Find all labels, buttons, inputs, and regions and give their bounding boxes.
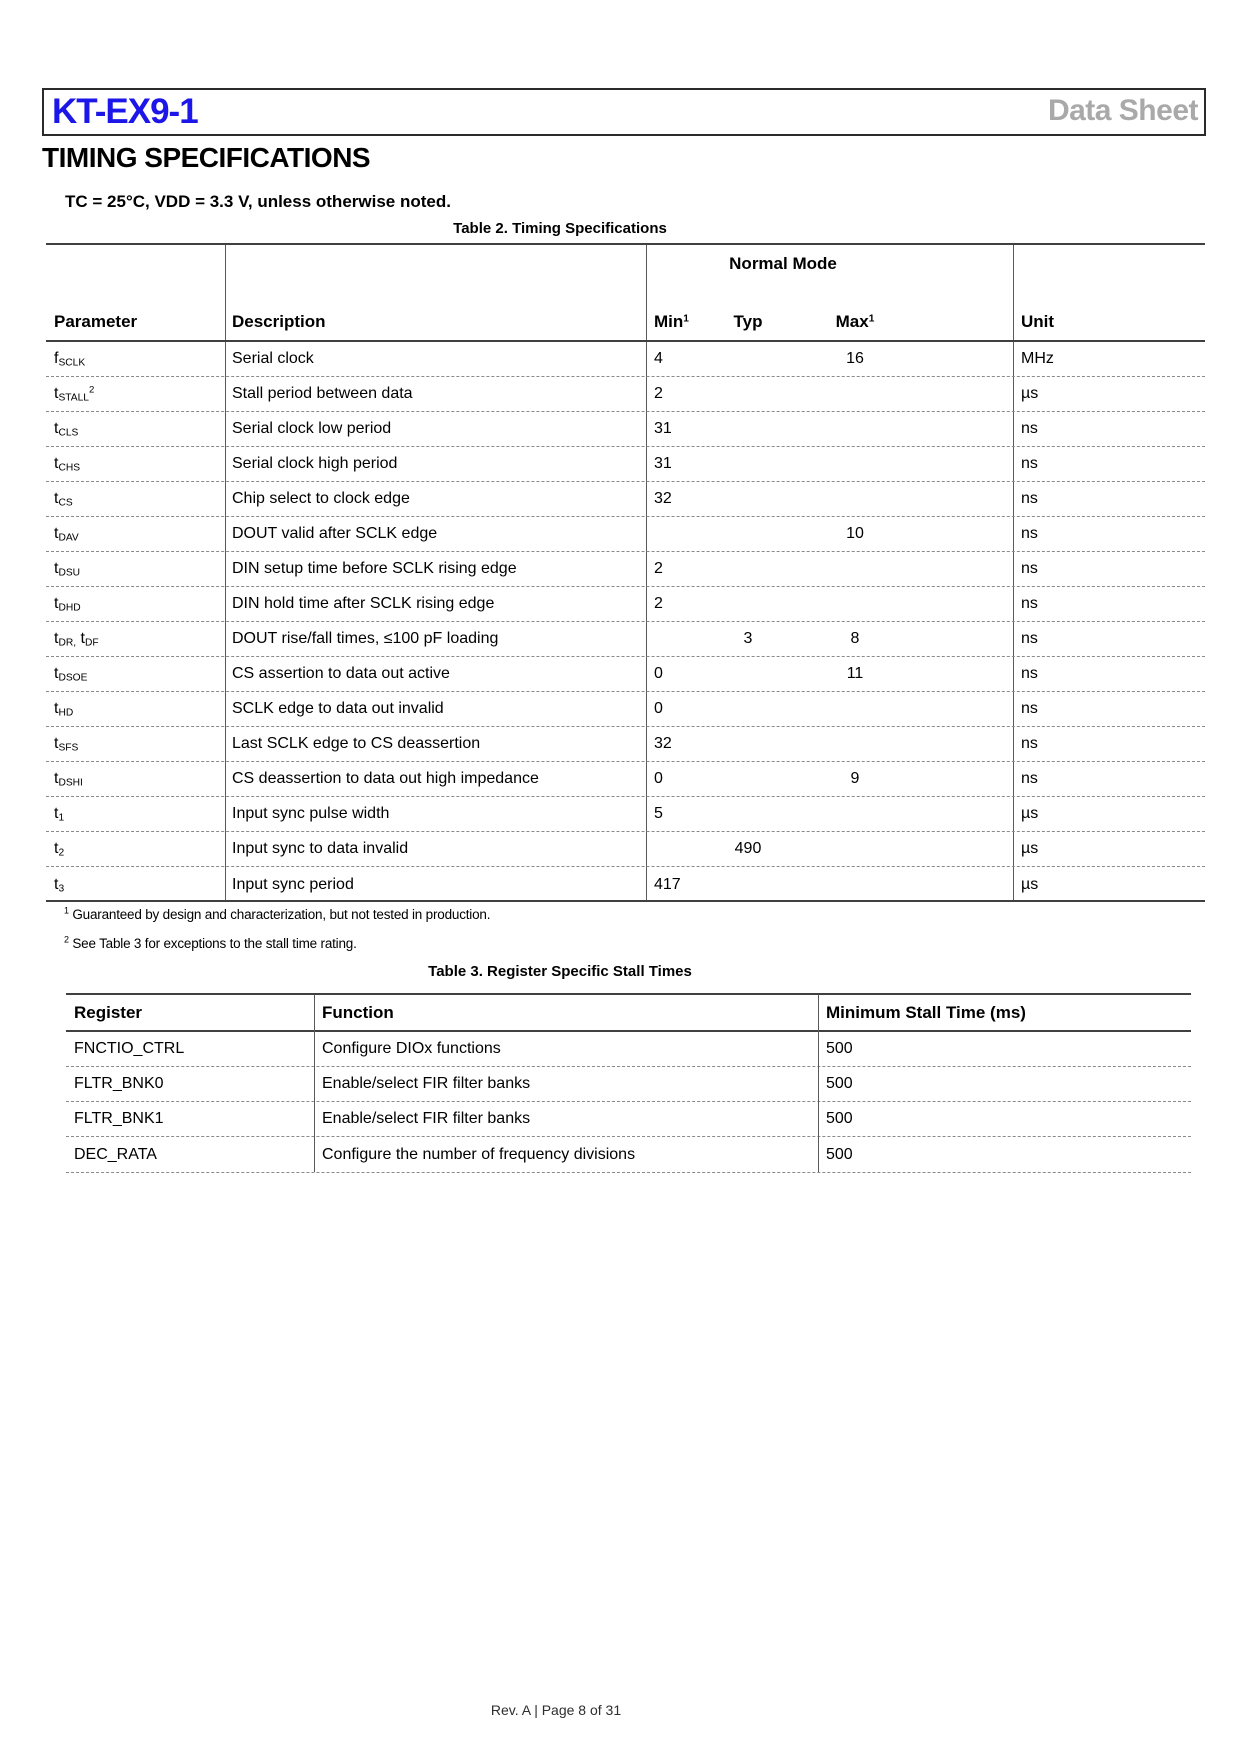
parameter-cell xyxy=(46,595,225,613)
unit-cell: MHz xyxy=(1021,350,1054,367)
parameter-symbol-part: t xyxy=(54,700,59,717)
table2-caption: Table 2. Timing Specifications xyxy=(453,220,667,237)
parameter-symbol-part: t xyxy=(54,525,59,542)
normal-mode-group-header: Normal Mode xyxy=(729,254,837,273)
description-cell: Stall period between data xyxy=(232,385,413,402)
table2-column-headers xyxy=(46,312,1205,332)
min-value-cell: 417 xyxy=(654,875,681,893)
parameter-symbol-part: 2 xyxy=(58,847,65,859)
min-value-cell: 0 xyxy=(654,700,663,717)
description-cell: DIN hold time after SCLK rising edge xyxy=(232,595,495,612)
register-cell: FLTR_BNK1 xyxy=(74,1110,164,1127)
parameter-cell xyxy=(46,630,225,648)
footnote-2-text: See Table 3 for exceptions to the stall time rating. xyxy=(72,936,357,951)
parameter-symbol-part: DSOE xyxy=(58,672,88,684)
unit-cell: µs xyxy=(1021,875,1039,893)
parameter-cell xyxy=(46,735,225,753)
parameter-symbol-part: HD xyxy=(58,707,74,719)
parameter-cell xyxy=(46,420,225,438)
timing-row xyxy=(46,832,1205,867)
min-value-cell: 2 xyxy=(654,560,663,577)
footnote-1-marker: 1 xyxy=(64,905,69,916)
table3-caption: Table 3. Register Specific Stall Times xyxy=(428,963,692,980)
typ-column-header: Typ xyxy=(733,312,763,331)
unit-cell: µs xyxy=(1021,385,1039,402)
parameter-cell xyxy=(46,700,225,718)
min-column-header xyxy=(646,312,706,332)
min-value-cell: 0 xyxy=(654,665,663,682)
unit-cell: ns xyxy=(1021,770,1038,787)
min-footnote-marker: 1 xyxy=(683,313,689,325)
parameter-cell xyxy=(46,560,225,578)
timing-spec-table xyxy=(46,243,1205,902)
max-value-cell: 8 xyxy=(850,630,860,647)
parameter-symbol-part: t xyxy=(54,385,59,402)
stall-time-cell: 500 xyxy=(826,1145,853,1163)
parameter-symbol-part: CS xyxy=(58,497,73,509)
column-divider xyxy=(818,995,819,1172)
stall-time-cell: 500 xyxy=(826,1075,853,1092)
parameter-cell xyxy=(46,525,225,543)
typ-value-cell: 490 xyxy=(734,840,762,857)
parameter-symbol-part: t xyxy=(54,490,59,507)
parameter-cell xyxy=(46,385,225,403)
parameter-symbol-part: t xyxy=(54,455,59,472)
parameter-symbol-part: CHS xyxy=(58,462,81,474)
description-cell: DIN setup time before SCLK rising edge xyxy=(232,560,517,577)
unit-cell: ns xyxy=(1021,735,1038,752)
parameter-symbol-part: t xyxy=(54,560,59,577)
min-value-cell: 0 xyxy=(654,770,663,787)
description-cell: Serial clock high period xyxy=(232,455,398,472)
min-value-cell: 31 xyxy=(654,420,672,437)
timing-row xyxy=(46,447,1205,482)
parameter-symbol-part: t xyxy=(54,595,59,612)
min-value-cell: 32 xyxy=(654,490,672,507)
parameter-symbol-part: t xyxy=(54,665,59,682)
page-footer: Rev. A | Page 8 of 31 xyxy=(490,1702,622,1718)
min-value-cell: 4 xyxy=(654,350,663,367)
stall-time-column-header: Minimum Stall Time (ms) xyxy=(826,1002,1026,1022)
max-column-header xyxy=(790,312,920,332)
stall-time-cell: 500 xyxy=(826,1040,853,1057)
timing-row xyxy=(46,482,1205,517)
stall-time-cell: 500 xyxy=(826,1110,853,1127)
parameter-symbol-part: t xyxy=(54,875,59,893)
parameter-symbol-part: DSU xyxy=(58,567,81,579)
unit-cell: µs xyxy=(1021,840,1039,857)
timing-row xyxy=(46,867,1205,902)
description-cell: Input sync pulse width xyxy=(232,805,390,822)
timing-row xyxy=(46,657,1205,692)
parameter-symbol-part: SCLK xyxy=(58,357,86,369)
min-value-cell: 2 xyxy=(654,595,663,612)
header-box xyxy=(42,88,1206,136)
parameter-symbol-part: 1 xyxy=(58,812,65,824)
parameter-symbol-part: DR, xyxy=(58,637,77,649)
parameter-cell xyxy=(46,490,225,508)
unit-cell: ns xyxy=(1021,560,1038,577)
min-value-cell: 5 xyxy=(654,805,663,822)
column-divider xyxy=(314,995,315,1172)
min-label: Min xyxy=(654,312,684,331)
parameter-symbol-part: DF xyxy=(84,637,99,649)
description-cell: Input sync to data invalid xyxy=(232,840,409,857)
timing-row xyxy=(46,692,1205,727)
parameter-symbol-part: t xyxy=(54,630,59,647)
function-column-header: Function xyxy=(322,1002,394,1022)
timing-row xyxy=(46,622,1205,657)
min-value-cell: 31 xyxy=(654,455,672,472)
unit-cell: µs xyxy=(1021,805,1039,822)
parameter-symbol-part: f xyxy=(54,350,59,367)
parameter-symbol-part: t xyxy=(54,770,59,787)
stall-times-table xyxy=(66,993,1191,1173)
description-cell: CS deassertion to data out high impedance xyxy=(232,770,539,787)
description-cell: Last SCLK edge to CS deassertion xyxy=(232,735,481,752)
max-footnote-marker: 1 xyxy=(868,313,875,325)
max-value-cell: 16 xyxy=(846,350,864,367)
function-cell: Configure DIOx functions xyxy=(322,1040,501,1057)
unit-cell: ns xyxy=(1021,595,1038,612)
max-value-cell: 9 xyxy=(850,770,860,787)
page-title: TIMING SPECIFICATIONS xyxy=(42,142,371,173)
parameter-cell xyxy=(46,665,225,683)
spacer-cell xyxy=(920,312,1013,332)
description-cell: DOUT rise/fall times, ≤100 pF loading xyxy=(232,630,499,647)
register-cell: DEC_RATA xyxy=(74,1145,157,1163)
unit-cell: ns xyxy=(1021,630,1038,647)
unit-cell: ns xyxy=(1021,420,1038,437)
function-cell: Configure the number of frequency divisions xyxy=(322,1145,636,1163)
timing-row xyxy=(46,552,1205,587)
unit-cell: ns xyxy=(1021,665,1038,682)
parameter-column-header: Parameter xyxy=(54,312,138,331)
description-cell: Serial clock xyxy=(232,350,314,367)
timing-row xyxy=(46,587,1205,622)
stall-time-row xyxy=(66,1067,1191,1102)
parameter-cell xyxy=(46,770,225,788)
description-column-header: Description xyxy=(232,312,326,331)
description-cell: Serial clock low period xyxy=(232,420,392,437)
stall-time-row xyxy=(66,1102,1191,1137)
parameter-symbol-part: t xyxy=(54,805,59,822)
parameter-cell xyxy=(46,455,225,473)
stall-time-row xyxy=(66,1032,1191,1067)
timing-row xyxy=(46,797,1205,832)
table3-body xyxy=(66,1032,1191,1172)
parameter-symbol-part: t xyxy=(54,840,59,857)
parameter-cell xyxy=(46,350,225,368)
description-cell: Input sync period xyxy=(232,875,354,893)
parameter-symbol-part: t xyxy=(54,735,59,752)
stall-time-row xyxy=(66,1137,1191,1172)
typ-value-cell: 3 xyxy=(743,630,753,647)
timing-row xyxy=(46,517,1205,552)
footnote-2-marker: 2 xyxy=(64,934,69,945)
parameter-cell xyxy=(46,876,225,894)
unit-cell: ns xyxy=(1021,700,1038,717)
parameter-symbol-part: SFS xyxy=(58,742,79,754)
description-cell: Chip select to clock edge xyxy=(232,490,410,507)
parameter-cell xyxy=(46,840,225,858)
footnote-1-text: Guaranteed by design and characterization, but not tested in production. xyxy=(72,907,491,922)
max-value-cell: 10 xyxy=(846,525,864,542)
max-label: Max xyxy=(835,312,869,331)
function-cell: Enable/select FIR filter banks xyxy=(322,1075,531,1092)
function-cell: Enable/select FIR filter banks xyxy=(322,1110,531,1127)
table2-header xyxy=(46,245,1205,342)
product-name: KT-EX9-1 xyxy=(52,91,198,131)
register-cell: FLTR_BNK0 xyxy=(74,1075,164,1092)
description-cell: CS assertion to data out active xyxy=(232,665,450,682)
unit-cell: ns xyxy=(1021,490,1038,507)
timing-row xyxy=(46,377,1205,412)
min-value-cell: 32 xyxy=(654,735,672,752)
parameter-symbol-part: t xyxy=(54,420,59,437)
parameter-symbol-part: 3 xyxy=(58,882,65,894)
parameter-symbol-part: DSHI xyxy=(58,777,83,789)
table3-column-headers xyxy=(66,995,1191,1032)
timing-row xyxy=(46,412,1205,447)
unit-column-header: Unit xyxy=(1021,312,1055,331)
parameter-symbol-part: DHD xyxy=(58,602,81,614)
unit-cell: ns xyxy=(1021,525,1038,542)
register-cell: FNCTIO_CTRL xyxy=(74,1040,185,1057)
parameter-cell xyxy=(46,805,225,823)
timing-row xyxy=(46,762,1205,797)
footnote-1 xyxy=(64,907,490,922)
min-value-cell: 2 xyxy=(654,385,663,402)
parameter-symbol-part: STALL xyxy=(58,392,89,404)
description-cell: SCLK edge to data out invalid xyxy=(232,700,444,717)
register-column-header: Register xyxy=(74,1002,143,1022)
parameter-symbol-part: t xyxy=(76,630,85,647)
footnote-2 xyxy=(64,936,357,951)
doc-type-label: Data Sheet xyxy=(1047,94,1198,127)
table2-body xyxy=(46,342,1205,902)
parameter-symbol-part: DAV xyxy=(58,532,79,544)
timing-row xyxy=(46,727,1205,762)
max-value-cell: 11 xyxy=(846,665,864,682)
unit-cell: ns xyxy=(1021,455,1038,472)
parameter-symbol-part: 2 xyxy=(88,384,95,396)
parameter-symbol-part: CLS xyxy=(58,427,79,439)
test-conditions: TC = 25°C, VDD = 3.3 V, unless otherwise noted. xyxy=(65,192,451,211)
timing-row xyxy=(46,342,1205,377)
description-cell: DOUT valid after SCLK edge xyxy=(232,525,438,542)
